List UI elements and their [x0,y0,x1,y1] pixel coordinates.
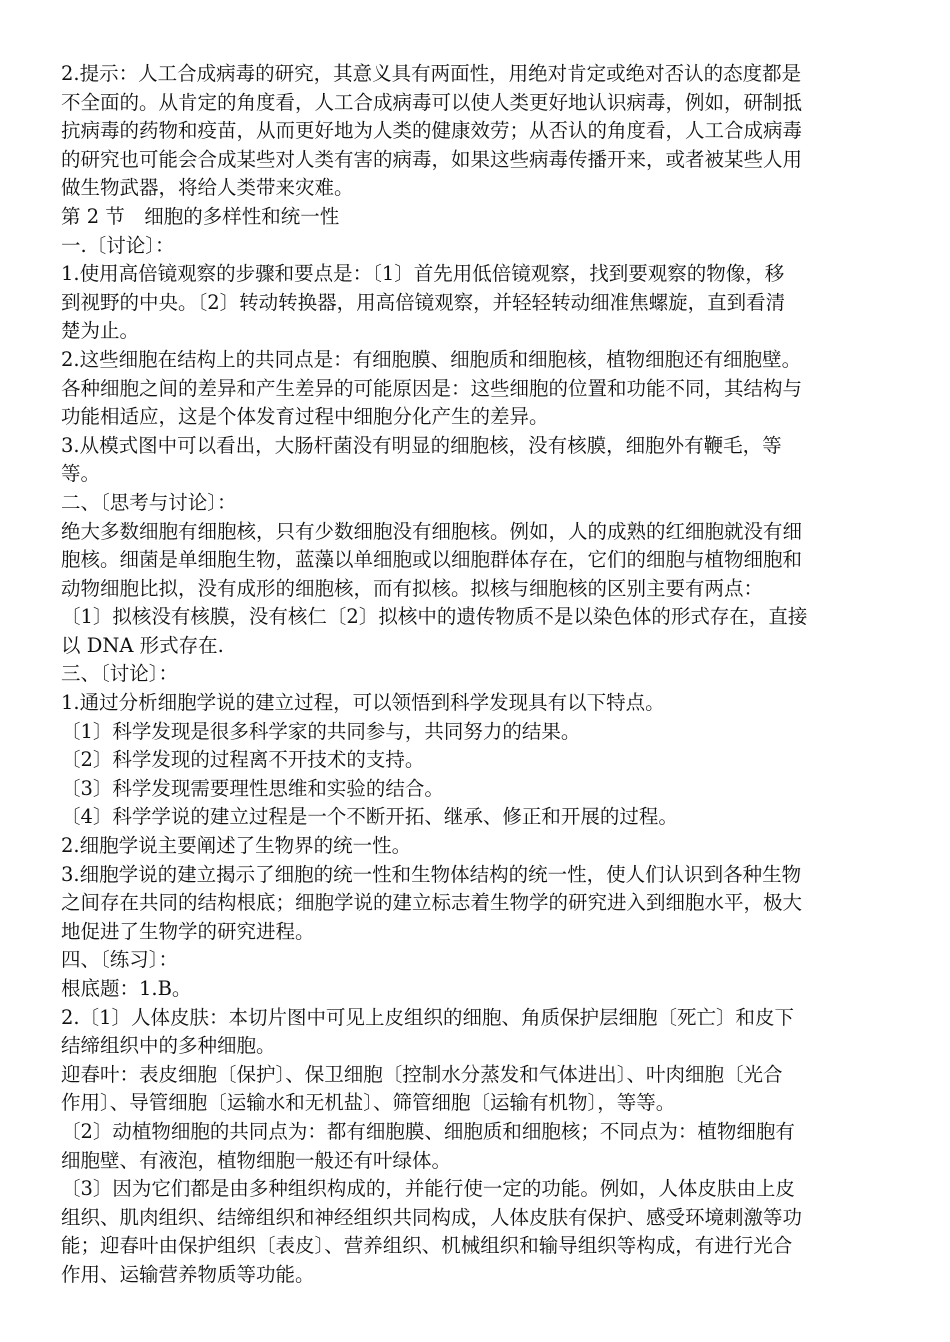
text-line: 〔3〕科学发现需要理性思维和实验的结合。 [61,776,444,800]
text-line: 以 DNA 形式存在. [61,633,224,657]
text-line: 3.从模式图中可以看出，大肠杆菌没有明显的细胞核，没有核膜，细胞外有鞭毛，等 [61,433,782,457]
text-line: 功能相适应，这是个体发育过程中细胞分化产生的差异。 [61,405,549,429]
text-line: 〔2〕科学发现的过程离不开技术的支持。 [61,748,425,772]
text-line: 细胞壁、有液泡，植物细胞一般还有叶绿体。 [61,1148,452,1172]
text-line: 绝大多数细胞有细胞核，只有少数细胞没有细胞核。例如，人的成熟的红细胞就没有细 [61,519,803,543]
text-line: 迎春叶：表皮细胞〔保护〕、保卫细胞〔控制水分蒸发和气体进出〕、叶肉细胞〔光合 [61,1062,783,1086]
text-line: 胞核。细菌是单细胞生物，蓝藻以单细胞或以细胞群体存在，它们的细胞与植物细胞和 [61,548,803,572]
text-line: 结缔组织中的多种细胞。 [61,1034,276,1058]
text-line: 各种细胞之间的差异和产生差异的可能原因是：这些细胞的位置和功能不同，其结构与 [61,376,803,400]
text-line: 1.通过分析细胞学说的建立过程，可以领悟到科学发现具有以下特点。 [61,691,665,715]
text-line: 四、〔练习〕： [61,948,179,972]
text-line: 根底题：1.B。 [61,977,192,1000]
text-line: 3.细胞学说的建立揭示了细胞的统一性和生物体结构的统一性，使人们认识到各种生物 [61,862,802,886]
text-line: 到视野的中央。〔2〕转动转换器，用高倍镜观察，并轻轻转动细准焦螺旋，直到看清 [61,290,786,314]
text-line: 之间存在共同的结构根底；细胞学说的建立标志着生物学的研究进入到细胞水平，极大 [61,891,803,915]
text-line: 〔3〕因为它们都是由多种组织构成的，并能行使一定的功能。例如，人体皮肤由上皮 [61,1177,795,1201]
text-line: 2.这些细胞在结构上的共同点是：有细胞膜、细胞质和细胞核，植物细胞还有细胞壁。 [61,347,802,371]
text-line: 作用〕、导管细胞〔运输水和无机盐〕、筛管细胞〔运输有机物〕，等等。 [61,1091,676,1115]
text-line: 作用、运输营养物质等功能。 [61,1262,315,1286]
text-line: 〔4〕科学学说的建立过程是一个不断开拓、继承、修正和开展的过程。 [61,805,678,829]
text-line: 的研究也可能会合成某些对人类有害的病毒，如果这些病毒传播开来，或者被某些人用 [61,147,803,171]
text-line: 能；迎春叶由保护组织〔表皮〕、营养组织、机械组织和输导组织等构成，有进行光合 [61,1234,793,1258]
text-line: 第 2 节 细胞的多样性和统一性 [61,204,340,228]
text-line: 〔1〕拟核没有核膜，没有核仁〔2〕拟核中的遗传物质不是以染色体的形式存在，直接 [61,605,808,629]
text-line: 2.〔1〕人体皮肤：本切片图中可见上皮组织的细胞、角质保护层细胞〔死亡〕和皮下 [61,1005,795,1029]
text-line: 做生物武器，将给人类带来灾难。 [61,176,354,200]
text-line: 二、〔思考与讨论〕： [61,490,237,514]
text-line: 〔1〕科学发现是很多科学家的共同参与，共同努力的结果。 [61,719,581,743]
text-line: 抗病毒的药物和疫苗，从而更好地为人类的健康效劳；从否认的角度看，人工合成病毒 [61,119,803,143]
text-line: 等。 [61,462,101,486]
text-line: 〔2〕动植物细胞的共同点为：都有细胞膜、细胞质和细胞核；不同点为：植物细胞有 [61,1119,795,1143]
text-line: 地促进了生物学的研究进程。 [61,919,315,943]
text-line: 楚为止。 [61,319,140,343]
text-line: 三、〔讨论〕： [61,662,179,686]
text-line: 一.〔讨论〕： [61,233,175,257]
text-line: 1.使用高倍镜观察的步骤和要点是：〔1〕首先用低倍镜观察，找到要观察的物像，移 [61,262,785,286]
text-line: 组织、肌肉组织、结缔组织和神经组织共同构成，人体皮肤有保护、感受环境刺激等功 [61,1205,803,1229]
text-line: 2.细胞学说主要阐述了生物界的统一性。 [61,834,412,858]
text-line: 2.提示：人工合成病毒的研究，其意义具有两面性，用绝对肯定或绝对否认的态度都是 [61,62,802,85]
text-line: 不全面的。从肯定的角度看，人工合成病毒可以使人类更好地认识病毒，例如，研制抵 [61,90,803,114]
text-line: 动物细胞比拟，没有成形的细胞核，而有拟核。拟核与细胞核的区别主要有两点： [61,576,764,600]
